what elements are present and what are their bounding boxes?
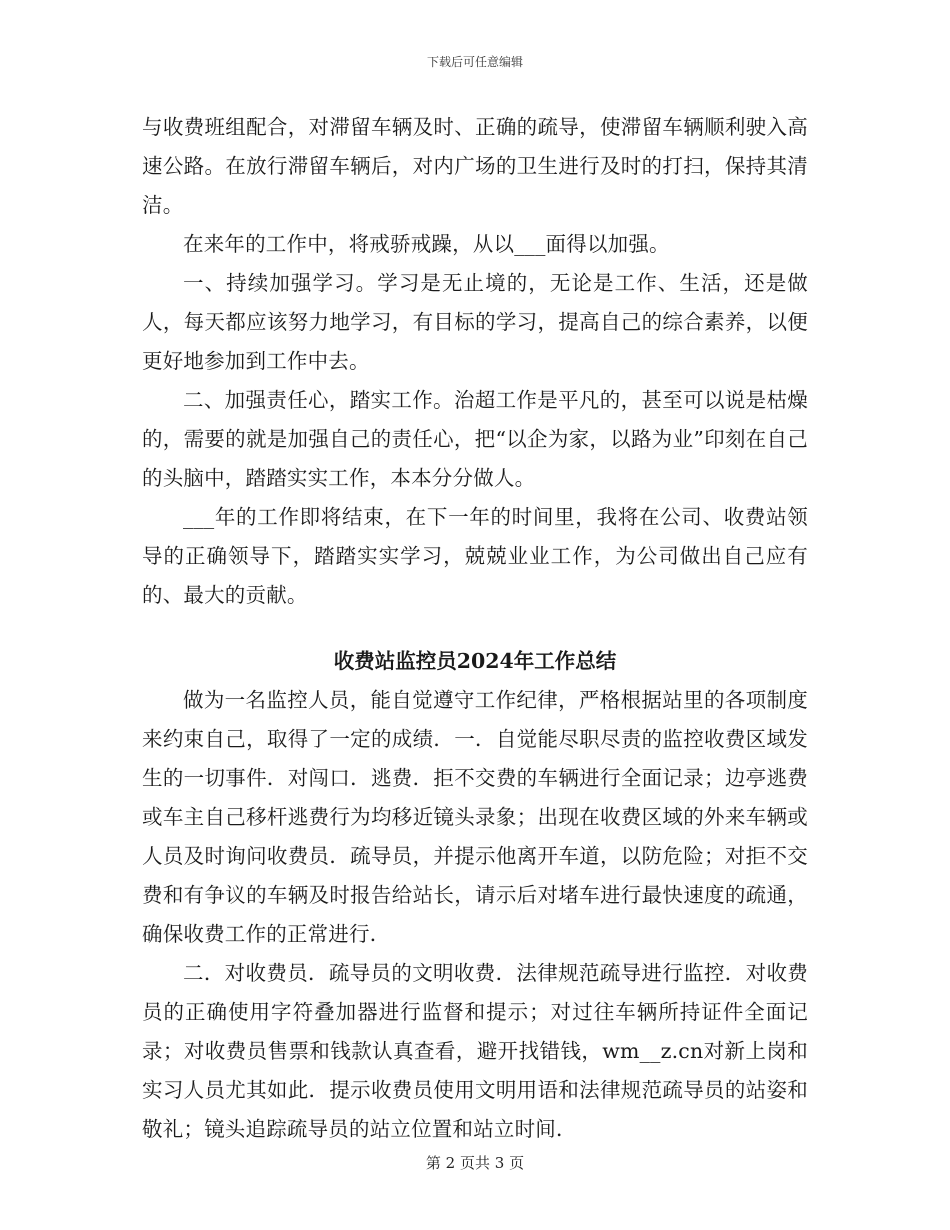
paragraph: 一、持续加强学习。学习是无止境的，无论是工作、生活，还是做人，每天都应该努力地学习，有目标的学习，提高自己的综合素养，以便更好地参加到工作中去。 [142, 271, 808, 373]
page-number: 第 2 页共 3 页 [425, 1154, 525, 1172]
section-spacer [142, 615, 808, 642]
page-header: 下载后可任意编辑 [426, 55, 523, 69]
paragraph: ___年的工作即将结束，在下一年的时间里，我将在公司、收费站领导的正确领导下，踏踏实实学习，兢兢业业工作，为公司做出自己应有的、最大的贡献。 [142, 505, 808, 607]
paragraph: 二、加强责任心，踏实工作。治超工作是平凡的，甚至可以说是枯燥的，需要的就是加强自己的责任心，把“以企为家，以路为业”印刻在自己的头脑中，踏踏实实工作，本本分分做人。 [142, 388, 808, 490]
paragraph: 在来年的工作中，将戒骄戒躁，从以___面得以加强。 [183, 232, 670, 256]
paragraph: 与收费班组配合，对滞留车辆及时、正确的疏导，使滞留车辆顺利驶入高速公路。在放行滞留车辆后，对内广场的卫生进行及时的打扫，保持其清洁。 [142, 115, 808, 217]
document-body [142, 108, 808, 1149]
paragraph: 二．对收费员．疏导员的文明收费．法律规范疏导进行监控．对收费员的正确使用字符叠加器进行监督和提示；对过往车辆所持证件全面记录；对收费员售票和钱款认真查看，避开找错钱，wm__z.cn对新上岗和实习人员尤其如此．提示收费员使用文明用语和法律规范疏导员的站姿和敬礼；镜头追踪疏导员的站立位置和站立时间． [142, 961, 808, 1141]
section-title: 收费站监控员2024年工作总结 [333, 649, 617, 673]
paragraph: 做为一名监控人员，能自觉遵守工作纪律，严格根据站里的各项制度来约束自己，取得了一定的成绩．一．自觉能尽职尽责的监控收费区域发生的一切事件．对闯口．逃费．拒不交费的车辆进行全面记录；边亭逃费或车主自己移杆逃费行为均移近镜头录象；出现在收费区域的外来车辆或人员及时询问收费员．疏导员，并提示他离开车道，以防危险；对拒不交费和有争议的车辆及时报告给站长，请示后对堵车进行最快速度的疏通，确保收费工作的正常进行． [142, 688, 808, 946]
